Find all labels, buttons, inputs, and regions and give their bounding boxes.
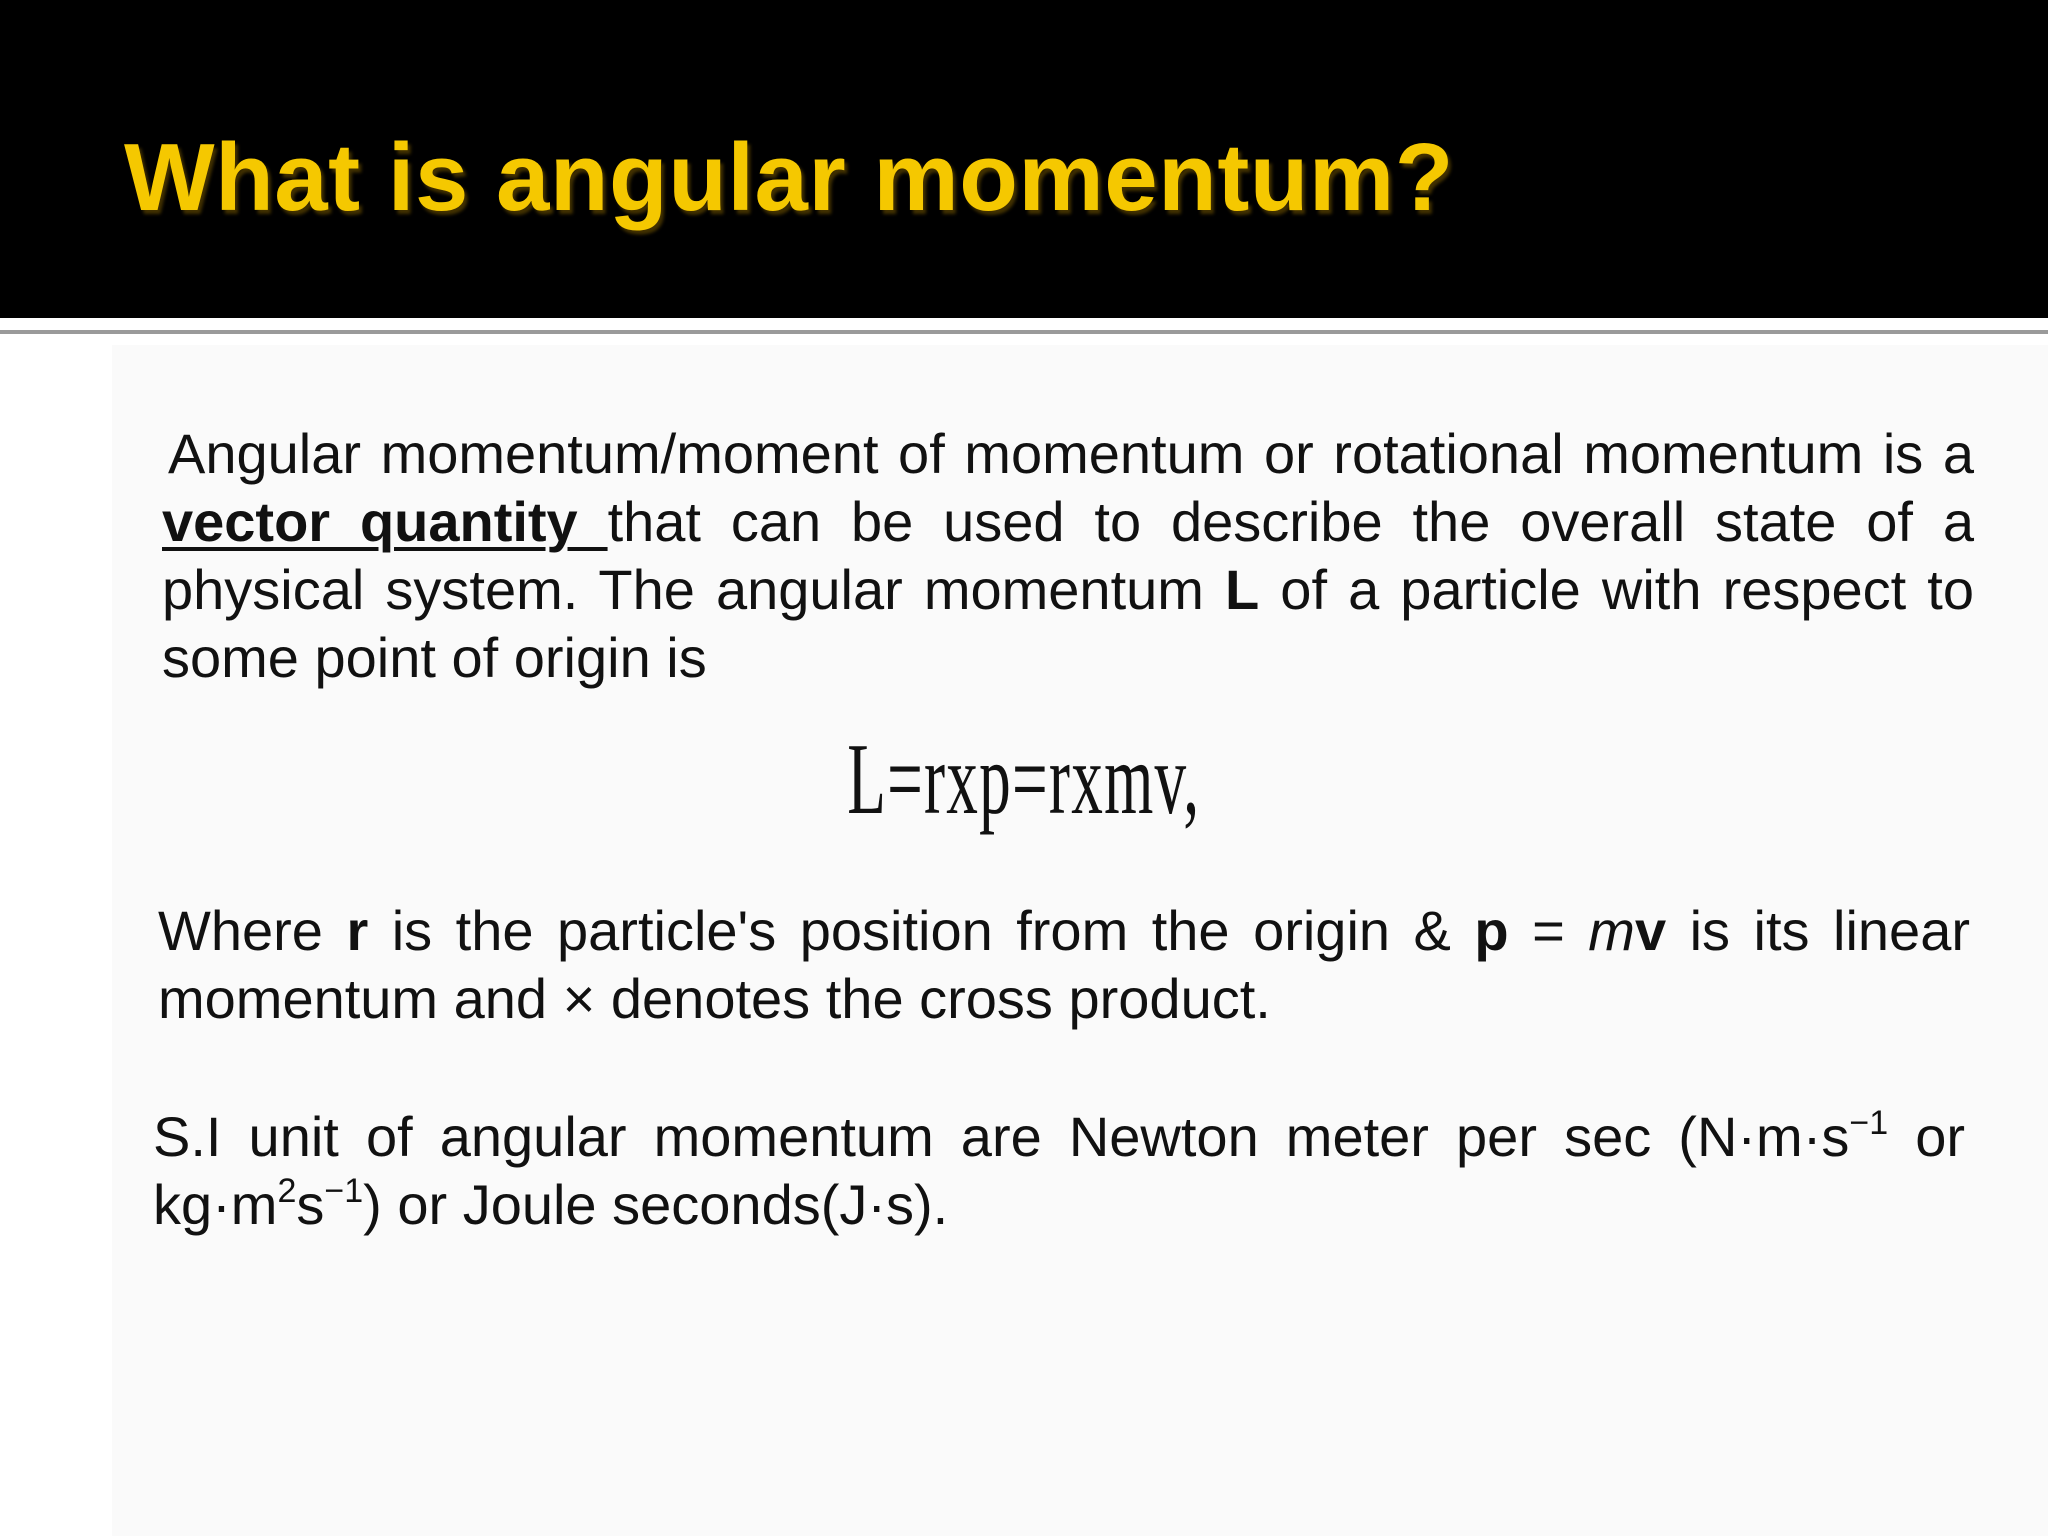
- si-text-2: or kg·m: [153, 1105, 1965, 1236]
- definition-intro: Angular momentum/moment of momentum or rotational momentum is a: [168, 422, 1974, 485]
- definition-paragraph: [162, 420, 1974, 692]
- where-text-3: =: [1508, 899, 1589, 962]
- formula-text: L=rxp=rxmv,: [847, 723, 1201, 836]
- slide-title: What is angular momentum?: [124, 124, 1454, 231]
- where-text-2: is the particle's position from the origin &: [368, 899, 1475, 962]
- vector-quantity-term: vector quantity: [162, 490, 608, 553]
- symbol-m: m: [1588, 899, 1635, 962]
- where-text-1: Where: [158, 899, 347, 962]
- where-text-4: is its linear momentum and × denotes the cross product.: [158, 899, 1970, 1030]
- si-unit-paragraph: [153, 1103, 1965, 1239]
- symbol-v: v: [1634, 899, 1667, 962]
- formula: [0, 720, 2048, 840]
- si-text-1: S.I unit of angular momentum are Newton meter per sec (N·m·s: [153, 1105, 1850, 1168]
- definition-end: of a particle with respect to some point of origin is: [162, 558, 1974, 689]
- where-paragraph: [158, 897, 1970, 1033]
- symbol-p: p: [1474, 899, 1509, 962]
- title-divider: [0, 330, 2048, 334]
- symbol-r: r: [346, 899, 369, 962]
- si-text-3: s: [296, 1173, 325, 1236]
- definition-middle: that can be used to describe the overall state of a physical system. The angular momentum: [162, 490, 1974, 621]
- si-exponent-3: −1: [324, 1172, 364, 1210]
- symbol-L: L: [1225, 558, 1260, 621]
- si-text-4: ) or Joule seconds(J·s).: [363, 1173, 949, 1236]
- si-exponent-2: 2: [277, 1172, 297, 1210]
- si-exponent-1: −1: [1849, 1104, 1889, 1142]
